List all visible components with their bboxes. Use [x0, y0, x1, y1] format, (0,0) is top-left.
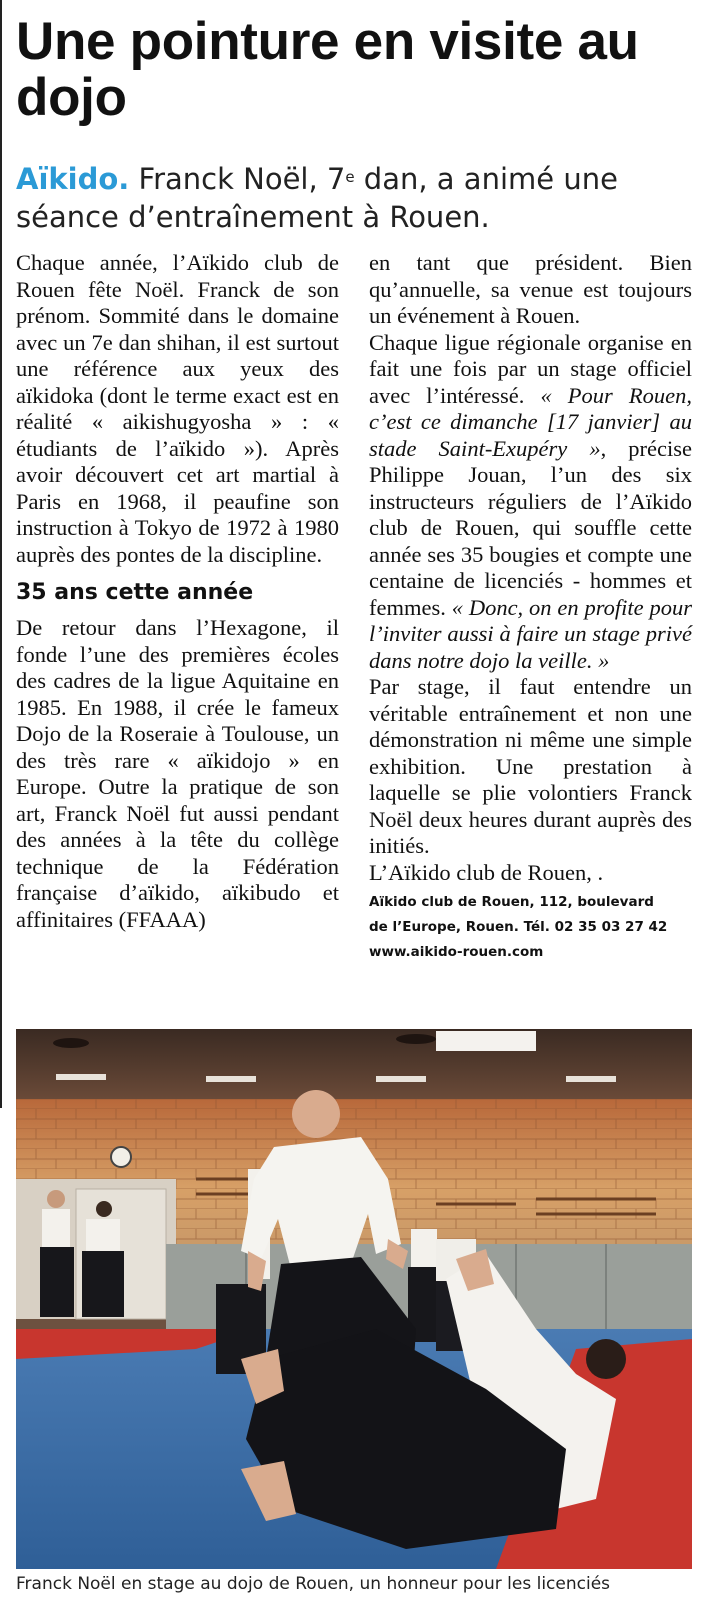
- dojo-photo: [16, 1029, 692, 1569]
- category-label: Aïkido.: [16, 162, 130, 196]
- headline: Une pointure en visite au dojo: [16, 12, 639, 127]
- paragraph-text: Chaque ligue régionale organise en fait une fois par un stage officiel avec l’intéressé.: [369, 329, 692, 408]
- article-column-left: [16, 250, 339, 933]
- paragraph: Par stage, il faut entendre un véritable entraînement et non une démonstration ni même une simple exhibition. Une prestation à laquelle se plie volontiers Franck Noël deux heures durant auprès des initiés.: [369, 674, 692, 858]
- photo-caption: Franck Noël en stage au dojo de Rouen, un honneur pour les licenciés: [16, 1574, 611, 1594]
- paragraph: L’Aïkido club de Rouen, .: [369, 859, 604, 885]
- quote: « Pour Rouen, c’est ce dimanche [17 janvier] au stade Saint-Exupéry »: [369, 382, 692, 461]
- info-website: www.aikido-rouen.com: [369, 944, 544, 960]
- paragraph: De retour dans l’Hexagone, il fonde l’une des premières écoles des cadres de la ligue Aquitaine en 1985. En 1988, il crée le fameux Dojo de la Roseraie à Toulouse, un des très rare « aïkidojo » en Europe. Outre la pratique de son art, Franck Noël fut aussi pendant des années à la tête du collège technique de la Fédération française d’aïkido, aïkibudo et affinitaires (FFAAA): [16, 615, 339, 932]
- quote: « Donc, on en profite pour l’inviter aussi à faire un stage privé dans notre dojo la veille. »: [369, 594, 693, 673]
- info-phone: de l’Europe, Rouen. Tél. 02 35 03 27 42: [369, 919, 668, 935]
- kicker-text: Franck Noël, 7: [129, 162, 346, 196]
- kicker: [16, 160, 696, 236]
- paragraph: [369, 330, 692, 675]
- dojo-photo-illustration: [16, 1029, 692, 1569]
- info-address: Aïkido club de Rouen, 112, boulevard: [369, 894, 654, 910]
- paragraph: Chaque année, l’Aïkido club de Rouen fête Noël. Franck de son prénom. Sommité dans le domaine avec un 7e dan shihan, il est surtout une référence aux yeux des aïkidoka (dont le terme exact est en réalité « aikishugyosha » : « étudiants de l’aïkido »). Après avoir découvert cet art martial à Paris en 1968, il peaufine son instruction à Tokyo de 1972 à 1980 auprès des pontes de la discipline.: [16, 250, 339, 567]
- subheading: 35 ans cette année: [16, 580, 254, 605]
- column-rule: [0, 0, 2, 1108]
- paragraph: en tant que président. Bien qu’annuelle, sa venue est toujours un événement à Rouen.: [369, 250, 692, 328]
- kicker-superscript: e: [345, 168, 355, 186]
- paragraph-text: , précise Philippe Jouan, l’un des six instructeurs réguliers de l’Aïkido club de Rouen, qui souffle cette année ses 35 bougies et compte une centaine de licenciés - hommes et femmes.: [369, 435, 692, 620]
- article-column-right: [369, 250, 692, 965]
- kicker-text-end: dan, a animé une séance d’entraînement à Rouen.: [16, 162, 618, 234]
